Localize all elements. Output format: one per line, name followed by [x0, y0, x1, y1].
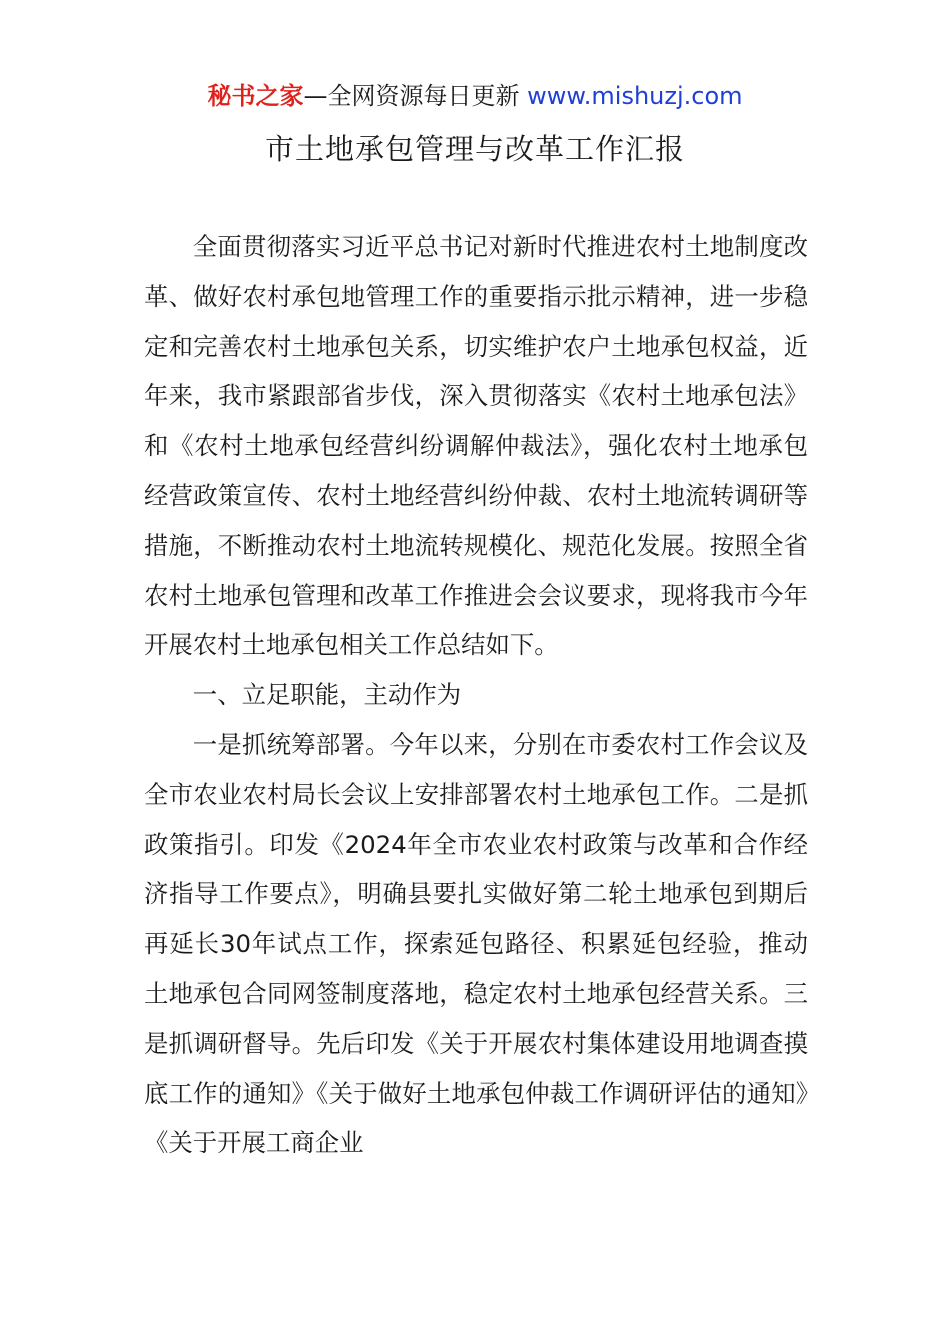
- body-paragraph: 一是抓统筹部署。今年以来，分别在市委农村工作会议及全市农业农村局长会议上安排部署农村土地承包工作。二是抓政策指引。印发《2024年全市农业农村政策与改革和合作经济指导工作要点》，明确县要扎实做好第二轮土地承包到期后再延长30年试点工作，探索延包路径、积累延包经验，推动土地承包合同网签制度落地，稳定农村土地承包经营关系。三是抓调研督导。先后印发《关于开展农村集体建设用地调查摸底工作的通知》《关于做好土地承包仲裁工作调研评估的通知》《关于开展工商企业: [144, 729, 808, 1158]
- document-body: [144, 222, 808, 1168]
- section-heading: 一、立足职能，主动作为: [192, 680, 462, 710]
- document-title: 市土地承包管理与改革工作汇报: [264, 132, 685, 166]
- site-url-link[interactable]: www.mishuzj.com: [527, 82, 743, 110]
- header-tagline: —全网资源每日更新: [303, 82, 520, 110]
- brand-name: 秘书之家: [207, 82, 304, 110]
- site-header: [0, 80, 950, 112]
- intro-paragraph: 全面贯彻落实习近平总书记对新时代推进农村土地制度改革、做好农村承包地管理工作的重要指示批示精神，进一步稳定和完善农村土地承包关系，切实维护农户土地承包权益，近年来，我市紧跟部省步伐，深入贯彻落实《农村土地承包法》和《农村土地承包经营纠纷调解仲裁法》，强化农村土地承包经营政策宣传、农村土地经营纠纷仲裁、农村土地流转调研等措施，不断推动农村土地流转规模化、规范化发展。按照全省农村土地承包管理和改革工作推进会会议要求，现将我市今年开展农村土地承包相关工作总结如下。: [144, 232, 808, 660]
